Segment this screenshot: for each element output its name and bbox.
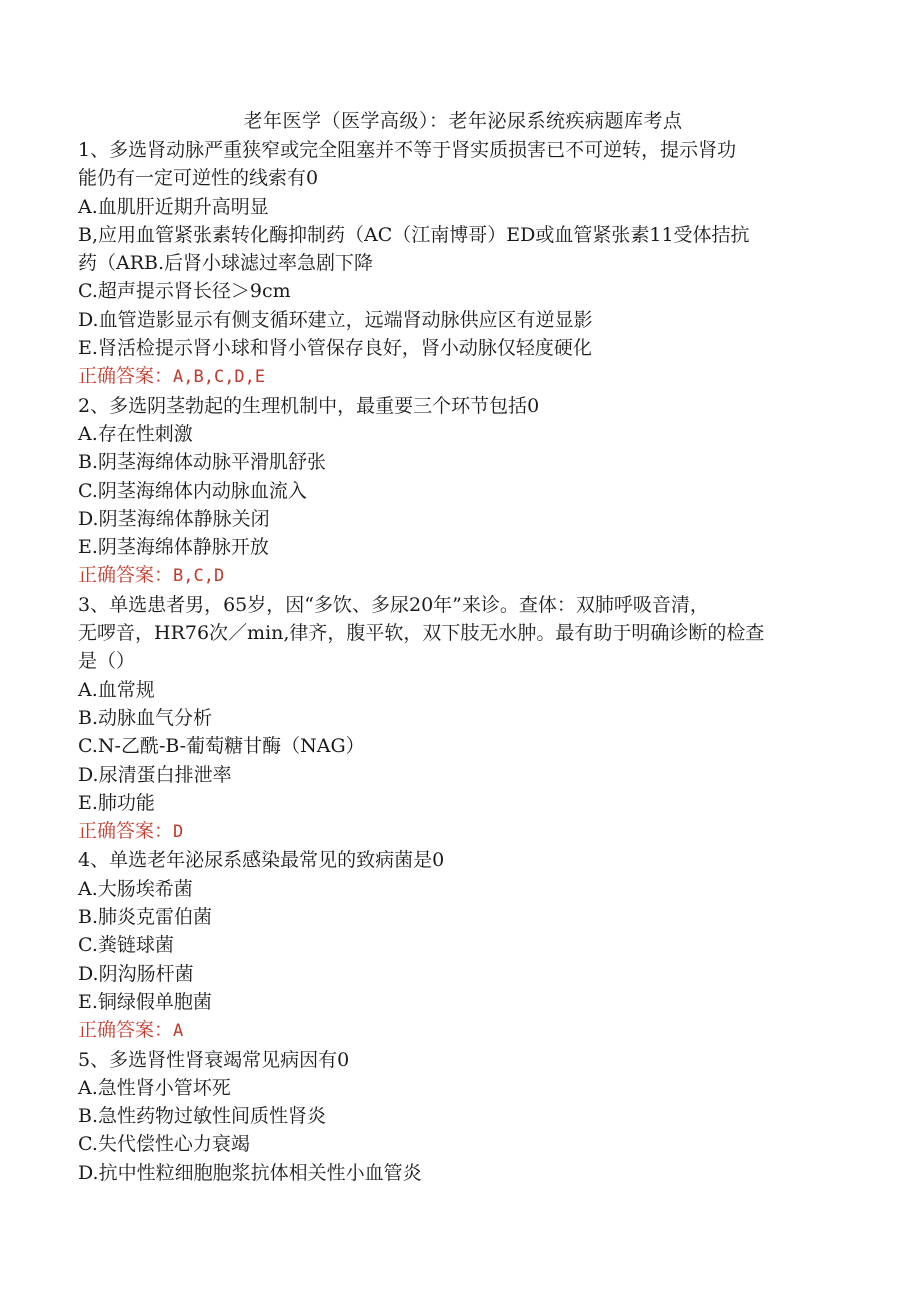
question-4 [78, 846, 848, 1045]
question-stem-line: 4、单选老年泌尿系感染最常见的致病菌是0 [78, 849, 445, 872]
question-stem-line: 5、多选肾性肾衰竭常见病因有0 [78, 1048, 350, 1071]
question-stem-line: 是（） [78, 650, 136, 673]
question-1 [78, 136, 848, 392]
question-2 [78, 392, 848, 591]
question-stem-line: 3、单选患者男，65岁，因“多饮、多尿20年”来诊。查体：双肺呼吸音清， [78, 593, 709, 616]
option-b: B.急性药物过敏性间质性肾炎 [78, 1105, 327, 1128]
option-e: E.阴茎海绵体静脉开放 [78, 536, 269, 559]
option-c: C.阴茎海绵体内动脉血流入 [78, 479, 307, 502]
option-a: A.存在性刺激 [78, 422, 193, 445]
option-b-continued: 药（ARB.后肾小球滤过率急剧下降 [78, 252, 374, 275]
option-b: B,应用血管紧张素转化酶抑制药（AC（江南博哥）ED或血管紧张素11受体拮抗 [78, 223, 750, 246]
option-d: D.抗中性粒细胞胞浆抗体相关性小血管炎 [78, 1161, 422, 1184]
correct-answer [78, 1016, 848, 1045]
option-a: A.血常规 [78, 678, 155, 701]
answer-value: A [173, 1021, 184, 1042]
option-a: A.血肌肝近期升高明显 [78, 195, 269, 218]
option-e: E.铜绿假单胞菌 [78, 990, 212, 1013]
option-a: A.急性肾小管坏死 [78, 1076, 231, 1099]
option-b: B.肺炎克雷伯菌 [78, 906, 213, 929]
option-c: C.粪链球菌 [78, 934, 174, 957]
answer-value: B,C,D [173, 566, 225, 587]
option-e: E.肾活检提示肾小球和肾小管保存良好，肾小动脉仅轻度硬化 [78, 337, 592, 360]
answer-label: 正确答案： [78, 564, 174, 587]
option-b: B.阴茎海绵体动脉平滑肌舒张 [78, 451, 327, 474]
question-5 [78, 1046, 848, 1187]
question-stem-line: 无啰音，HR76次／min,律齐，腹平软，双下肢无水肿。最有助于明确诊断的检查 [78, 622, 765, 645]
answer-value: A,B,C,D,E [173, 367, 266, 388]
option-c: C.超声提示肾长径＞9cm [78, 280, 291, 303]
option-d: D.尿清蛋白排泄率 [78, 763, 232, 786]
option-c: C.失代偿性心力衰竭 [78, 1133, 250, 1156]
question-stem-line: 能仍有一定可逆性的线索有0 [78, 167, 319, 190]
option-d: D.血管造影显示有侧支循环建立，远端肾动脉供应区有逆显影 [78, 308, 593, 331]
question-3 [78, 591, 848, 847]
option-d: D.阴茎海绵体静脉关闭 [78, 507, 270, 530]
question-stem-line: 1、多选肾动脉严重狭窄或完全阻塞并不等于肾实质损害已不可逆转，提示肾功 [78, 139, 737, 161]
option-e: E.肺功能 [78, 791, 155, 814]
option-c: C.N-乙酰-B-葡萄糖甘酶（NAG） [78, 735, 365, 758]
correct-answer [78, 561, 848, 590]
question-stem-line: 2、多选阴茎勃起的生理机制中，最重要三个环节包括0 [78, 394, 540, 417]
answer-label: 正确答案： [78, 1019, 174, 1042]
option-a: A.大肠埃希菌 [78, 877, 193, 900]
option-b: B.动脉血气分析 [78, 706, 213, 729]
answer-label: 正确答案： [78, 820, 174, 843]
answer-value: D [173, 822, 184, 843]
option-d: D.阴沟肠杆菌 [78, 962, 194, 985]
correct-answer [78, 362, 848, 391]
answer-label: 正确答案： [78, 365, 174, 388]
document-page [78, 106, 848, 1187]
document-title: 老年医学（医学高级）：老年泌尿系统疾病题库考点 [243, 110, 683, 132]
correct-answer [78, 817, 848, 846]
